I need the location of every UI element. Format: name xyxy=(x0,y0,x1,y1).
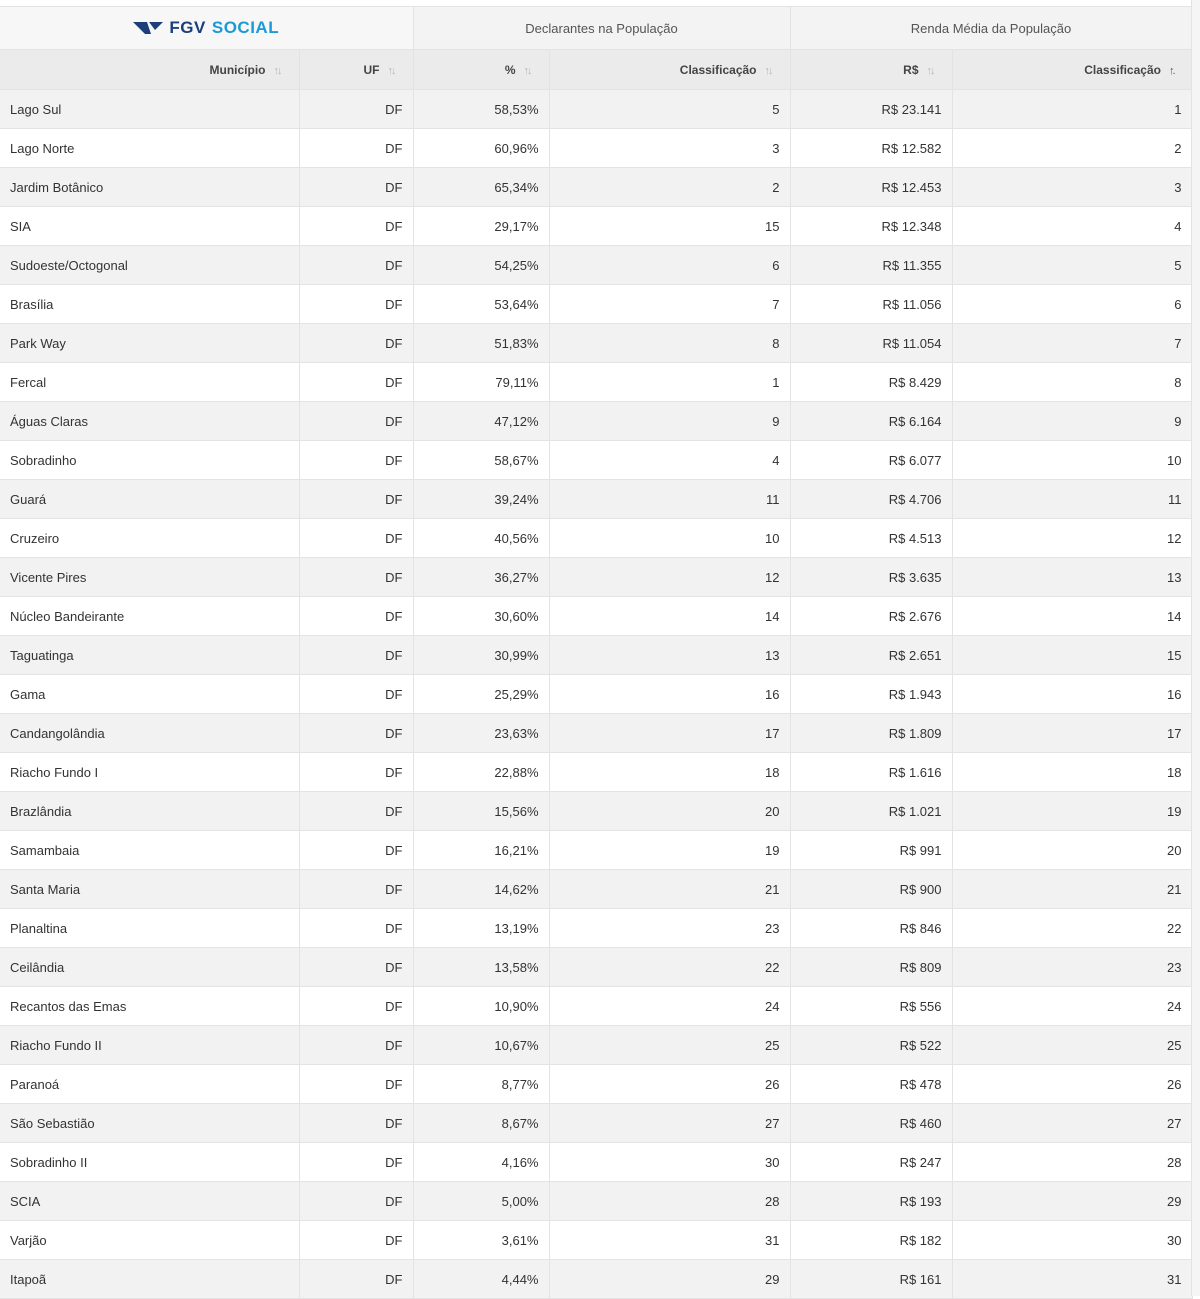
pct-cell: 58,67% xyxy=(413,441,549,480)
renda-cell: R$ 4.706 xyxy=(790,480,952,519)
table-row xyxy=(0,285,1192,324)
table-row xyxy=(0,1143,1192,1182)
classificacao-renda-cell: 17 xyxy=(952,714,1192,753)
municipio-cell: Varjão xyxy=(0,1221,299,1260)
table-row xyxy=(0,831,1192,870)
classificacao-renda-cell: 14 xyxy=(952,597,1192,636)
renda-cell: R$ 460 xyxy=(790,1104,952,1143)
renda-cell: R$ 900 xyxy=(790,870,952,909)
uf-cell: DF xyxy=(299,987,413,1026)
classificacao-renda-cell: 1 xyxy=(952,90,1192,129)
pct-cell: 22,88% xyxy=(413,753,549,792)
renda-cell: R$ 12.453 xyxy=(790,168,952,207)
classificacao-declarantes-cell: 6 xyxy=(549,246,790,285)
classificacao-declarantes-cell: 10 xyxy=(549,519,790,558)
municipio-cell: Paranoá xyxy=(0,1065,299,1104)
table-row xyxy=(0,558,1192,597)
renda-cell: R$ 556 xyxy=(790,987,952,1026)
table-body xyxy=(0,90,1192,1299)
classificacao-declarantes-cell: 29 xyxy=(549,1260,790,1299)
pct-cell: 23,63% xyxy=(413,714,549,753)
renda-cell: R$ 478 xyxy=(790,1065,952,1104)
income-table xyxy=(0,6,1193,1299)
table-row xyxy=(0,90,1192,129)
renda-cell: R$ 1.616 xyxy=(790,753,952,792)
pct-cell: 39,24% xyxy=(413,480,549,519)
municipio-cell: Sobradinho xyxy=(0,441,299,480)
classificacao-declarantes-cell: 15 xyxy=(549,207,790,246)
table-row xyxy=(0,1221,1192,1260)
pct-cell: 79,11% xyxy=(413,363,549,402)
renda-cell: R$ 193 xyxy=(790,1182,952,1221)
logo-cell xyxy=(0,7,413,50)
classificacao-declarantes-cell: 9 xyxy=(549,402,790,441)
uf-cell: DF xyxy=(299,246,413,285)
pct-cell: 4,44% xyxy=(413,1260,549,1299)
municipio-cell: Riacho Fundo II xyxy=(0,1026,299,1065)
classificacao-renda-cell: 26 xyxy=(952,1065,1192,1104)
table-row xyxy=(0,1260,1192,1299)
renda-cell: R$ 11.355 xyxy=(790,246,952,285)
fgv-social-logo xyxy=(133,18,279,38)
pct-cell: 36,27% xyxy=(413,558,549,597)
municipio-cell: Lago Sul xyxy=(0,90,299,129)
municipio-cell: Águas Claras xyxy=(0,402,299,441)
uf-cell: DF xyxy=(299,324,413,363)
classificacao-renda-cell: 11 xyxy=(952,480,1192,519)
column-header-row xyxy=(0,50,1192,90)
classificacao-renda-cell: 23 xyxy=(952,948,1192,987)
table-row xyxy=(0,207,1192,246)
pct-cell: 30,99% xyxy=(413,636,549,675)
column-header-classificacao-renda[interactable] xyxy=(952,50,1192,90)
classificacao-declarantes-cell: 31 xyxy=(549,1221,790,1260)
renda-cell: R$ 23.141 xyxy=(790,90,952,129)
municipio-cell: Santa Maria xyxy=(0,870,299,909)
table-row xyxy=(0,987,1192,1026)
group-header-declarantes: Declarantes na População xyxy=(413,7,790,50)
uf-cell: DF xyxy=(299,441,413,480)
pct-cell: 40,56% xyxy=(413,519,549,558)
classificacao-declarantes-cell: 21 xyxy=(549,870,790,909)
municipio-cell: Brazlândia xyxy=(0,792,299,831)
table-row xyxy=(0,909,1192,948)
table-row xyxy=(0,324,1192,363)
pct-cell: 30,60% xyxy=(413,597,549,636)
pct-cell: 60,96% xyxy=(413,129,549,168)
classificacao-renda-cell: 9 xyxy=(952,402,1192,441)
classificacao-declarantes-cell: 4 xyxy=(549,441,790,480)
table-row xyxy=(0,441,1192,480)
uf-cell: DF xyxy=(299,948,413,987)
table-row xyxy=(0,402,1192,441)
uf-cell: DF xyxy=(299,168,413,207)
renda-cell: R$ 809 xyxy=(790,948,952,987)
classificacao-declarantes-cell: 14 xyxy=(549,597,790,636)
uf-cell: DF xyxy=(299,1182,413,1221)
classificacao-declarantes-cell: 28 xyxy=(549,1182,790,1221)
table-row xyxy=(0,870,1192,909)
renda-cell: R$ 161 xyxy=(790,1260,952,1299)
uf-cell: DF xyxy=(299,90,413,129)
classificacao-renda-cell: 27 xyxy=(952,1104,1192,1143)
column-header-rs[interactable] xyxy=(790,50,952,90)
municipio-cell: Vicente Pires xyxy=(0,558,299,597)
renda-cell: R$ 3.635 xyxy=(790,558,952,597)
pct-cell: 54,25% xyxy=(413,246,549,285)
renda-cell: R$ 6.077 xyxy=(790,441,952,480)
municipio-cell: São Sebastião xyxy=(0,1104,299,1143)
group-header-row xyxy=(0,7,1192,50)
classificacao-declarantes-cell: 2 xyxy=(549,168,790,207)
classificacao-declarantes-cell: 1 xyxy=(549,363,790,402)
renda-cell: R$ 2.651 xyxy=(790,636,952,675)
pct-cell: 10,90% xyxy=(413,987,549,1026)
uf-cell: DF xyxy=(299,792,413,831)
column-header-municipio[interactable] xyxy=(0,50,299,90)
classificacao-renda-cell: 3 xyxy=(952,168,1192,207)
classificacao-declarantes-cell: 19 xyxy=(549,831,790,870)
classificacao-declarantes-cell: 17 xyxy=(549,714,790,753)
municipio-cell: SCIA xyxy=(0,1182,299,1221)
classificacao-renda-cell: 2 xyxy=(952,129,1192,168)
municipio-cell: Sudoeste/Octogonal xyxy=(0,246,299,285)
uf-cell: DF xyxy=(299,207,413,246)
table-row xyxy=(0,168,1192,207)
table-row xyxy=(0,636,1192,675)
municipio-cell: SIA xyxy=(0,207,299,246)
pct-cell: 10,67% xyxy=(413,1026,549,1065)
renda-cell: R$ 2.676 xyxy=(790,597,952,636)
classificacao-declarantes-cell: 5 xyxy=(549,90,790,129)
classificacao-renda-cell: 7 xyxy=(952,324,1192,363)
sort-icon[interactable]: ↑↓ xyxy=(273,64,281,77)
uf-cell: DF xyxy=(299,558,413,597)
sort-icon[interactable]: ↑↓ xyxy=(926,64,934,77)
classificacao-renda-cell: 21 xyxy=(952,870,1192,909)
sort-icon[interactable]: ↑↓ xyxy=(523,64,531,77)
municipio-cell: Park Way xyxy=(0,324,299,363)
classificacao-renda-cell: 18 xyxy=(952,753,1192,792)
renda-cell: R$ 846 xyxy=(790,909,952,948)
uf-cell: DF xyxy=(299,1143,413,1182)
uf-cell: DF xyxy=(299,831,413,870)
classificacao-declarantes-cell: 3 xyxy=(549,129,790,168)
sort-icon[interactable]: ↑↓ xyxy=(387,64,395,77)
renda-cell: R$ 522 xyxy=(790,1026,952,1065)
classificacao-renda-cell: 6 xyxy=(952,285,1192,324)
renda-cell: R$ 8.429 xyxy=(790,363,952,402)
classificacao-declarantes-cell: 18 xyxy=(549,753,790,792)
pct-cell: 16,21% xyxy=(413,831,549,870)
classificacao-renda-cell: 29 xyxy=(952,1182,1192,1221)
table-row xyxy=(0,129,1192,168)
pct-cell: 65,34% xyxy=(413,168,549,207)
classificacao-renda-cell: 24 xyxy=(952,987,1192,1026)
municipio-cell: Candangolândia xyxy=(0,714,299,753)
uf-cell: DF xyxy=(299,1260,413,1299)
pct-cell: 5,00% xyxy=(413,1182,549,1221)
fgv-bird-icon xyxy=(133,20,163,36)
classificacao-declarantes-cell: 30 xyxy=(549,1143,790,1182)
classificacao-declarantes-cell: 25 xyxy=(549,1026,790,1065)
classificacao-declarantes-cell: 22 xyxy=(549,948,790,987)
municipio-cell: Núcleo Bandeirante xyxy=(0,597,299,636)
uf-cell: DF xyxy=(299,870,413,909)
classificacao-renda-cell: 19 xyxy=(952,792,1192,831)
renda-cell: R$ 4.513 xyxy=(790,519,952,558)
table-row xyxy=(0,363,1192,402)
renda-cell: R$ 12.582 xyxy=(790,129,952,168)
table-row xyxy=(0,519,1192,558)
renda-cell: R$ 1.021 xyxy=(790,792,952,831)
column-header-uf[interactable] xyxy=(299,50,413,90)
classificacao-renda-cell: 5 xyxy=(952,246,1192,285)
uf-cell: DF xyxy=(299,129,413,168)
classificacao-renda-cell: 15 xyxy=(952,636,1192,675)
table-row xyxy=(0,675,1192,714)
table-row xyxy=(0,597,1192,636)
table-row xyxy=(0,792,1192,831)
pct-cell: 15,56% xyxy=(413,792,549,831)
uf-cell: DF xyxy=(299,480,413,519)
municipio-cell: Sobradinho II xyxy=(0,1143,299,1182)
table-row xyxy=(0,480,1192,519)
classificacao-renda-cell: 16 xyxy=(952,675,1192,714)
classificacao-declarantes-cell: 7 xyxy=(549,285,790,324)
municipio-cell: Jardim Botânico xyxy=(0,168,299,207)
classificacao-renda-cell: 13 xyxy=(952,558,1192,597)
uf-cell: DF xyxy=(299,597,413,636)
classificacao-renda-cell: 28 xyxy=(952,1143,1192,1182)
municipio-cell: Riacho Fundo I xyxy=(0,753,299,792)
uf-cell: DF xyxy=(299,636,413,675)
table-row xyxy=(0,1026,1192,1065)
municipio-cell: Ceilândia xyxy=(0,948,299,987)
uf-cell: DF xyxy=(299,1065,413,1104)
classificacao-declarantes-cell: 23 xyxy=(549,909,790,948)
classificacao-declarantes-cell: 24 xyxy=(549,987,790,1026)
municipio-cell: Lago Norte xyxy=(0,129,299,168)
municipio-cell: Brasília xyxy=(0,285,299,324)
municipio-cell: Taguatinga xyxy=(0,636,299,675)
renda-cell: R$ 1.809 xyxy=(790,714,952,753)
table-row xyxy=(0,1065,1192,1104)
pct-cell: 13,19% xyxy=(413,909,549,948)
municipio-cell: Gama xyxy=(0,675,299,714)
pct-cell: 58,53% xyxy=(413,90,549,129)
renda-cell: R$ 11.054 xyxy=(790,324,952,363)
renda-cell: R$ 182 xyxy=(790,1221,952,1260)
pct-cell: 25,29% xyxy=(413,675,549,714)
pct-cell: 53,64% xyxy=(413,285,549,324)
classificacao-declarantes-cell: 27 xyxy=(549,1104,790,1143)
classificacao-renda-cell: 22 xyxy=(952,909,1192,948)
classificacao-renda-cell: 10 xyxy=(952,441,1192,480)
column-label: Classificação xyxy=(679,62,757,77)
renda-cell: R$ 247 xyxy=(790,1143,952,1182)
renda-cell: R$ 11.056 xyxy=(790,285,952,324)
column-header-classificacao-declarantes[interactable] xyxy=(549,50,790,90)
classificacao-renda-cell: 31 xyxy=(952,1260,1192,1299)
table-row xyxy=(0,948,1192,987)
uf-cell: DF xyxy=(299,1221,413,1260)
classificacao-declarantes-cell: 11 xyxy=(549,480,790,519)
uf-cell: DF xyxy=(299,714,413,753)
municipio-cell: Fercal xyxy=(0,363,299,402)
classificacao-declarantes-cell: 8 xyxy=(549,324,790,363)
classificacao-renda-cell: 8 xyxy=(952,363,1192,402)
sort-ascending-icon[interactable]: ↑. xyxy=(1168,64,1174,77)
column-label: Classificação xyxy=(1084,62,1161,77)
classificacao-declarantes-cell: 13 xyxy=(549,636,790,675)
pct-cell: 14,62% xyxy=(413,870,549,909)
logo-text-social: SOCIAL xyxy=(211,17,280,37)
classificacao-declarantes-cell: 12 xyxy=(549,558,790,597)
sort-icon[interactable]: ↑↓ xyxy=(764,64,772,77)
uf-cell: DF xyxy=(299,402,413,441)
group-header-renda: Renda Média da População xyxy=(790,7,1192,50)
classificacao-renda-cell: 20 xyxy=(952,831,1192,870)
logo-text-fgv: FGV xyxy=(169,17,206,37)
pct-cell: 3,61% xyxy=(413,1221,549,1260)
uf-cell: DF xyxy=(299,285,413,324)
column-label: % xyxy=(504,62,516,77)
municipio-cell: Cruzeiro xyxy=(0,519,299,558)
uf-cell: DF xyxy=(299,753,413,792)
column-label: Município xyxy=(209,62,266,77)
pct-cell: 4,16% xyxy=(413,1143,549,1182)
table-row xyxy=(0,1182,1192,1221)
pct-cell: 8,67% xyxy=(413,1104,549,1143)
renda-cell: R$ 12.348 xyxy=(790,207,952,246)
municipio-cell: Guará xyxy=(0,480,299,519)
pct-cell: 13,58% xyxy=(413,948,549,987)
uf-cell: DF xyxy=(299,1104,413,1143)
scrollbar-track[interactable] xyxy=(1191,0,1200,1296)
column-label: UF xyxy=(363,62,380,77)
pct-cell: 29,17% xyxy=(413,207,549,246)
table-row xyxy=(0,246,1192,285)
classificacao-renda-cell: 30 xyxy=(952,1221,1192,1260)
uf-cell: DF xyxy=(299,519,413,558)
pct-cell: 51,83% xyxy=(413,324,549,363)
municipio-cell: Recantos das Emas xyxy=(0,987,299,1026)
table-row xyxy=(0,1104,1192,1143)
classificacao-renda-cell: 25 xyxy=(952,1026,1192,1065)
uf-cell: DF xyxy=(299,363,413,402)
renda-cell: R$ 991 xyxy=(790,831,952,870)
pct-cell: 47,12% xyxy=(413,402,549,441)
municipio-cell: Samambaia xyxy=(0,831,299,870)
municipio-cell: Itapoã xyxy=(0,1260,299,1299)
classificacao-declarantes-cell: 20 xyxy=(549,792,790,831)
uf-cell: DF xyxy=(299,1026,413,1065)
column-header-pct[interactable] xyxy=(413,50,549,90)
classificacao-renda-cell: 4 xyxy=(952,207,1192,246)
table-row xyxy=(0,714,1192,753)
pct-cell: 8,77% xyxy=(413,1065,549,1104)
renda-cell: R$ 6.164 xyxy=(790,402,952,441)
uf-cell: DF xyxy=(299,675,413,714)
classificacao-declarantes-cell: 26 xyxy=(549,1065,790,1104)
classificacao-renda-cell: 12 xyxy=(952,519,1192,558)
classificacao-declarantes-cell: 16 xyxy=(549,675,790,714)
municipio-cell: Planaltina xyxy=(0,909,299,948)
table-row xyxy=(0,753,1192,792)
uf-cell: DF xyxy=(299,909,413,948)
column-label: R$ xyxy=(903,62,919,77)
renda-cell: R$ 1.943 xyxy=(790,675,952,714)
